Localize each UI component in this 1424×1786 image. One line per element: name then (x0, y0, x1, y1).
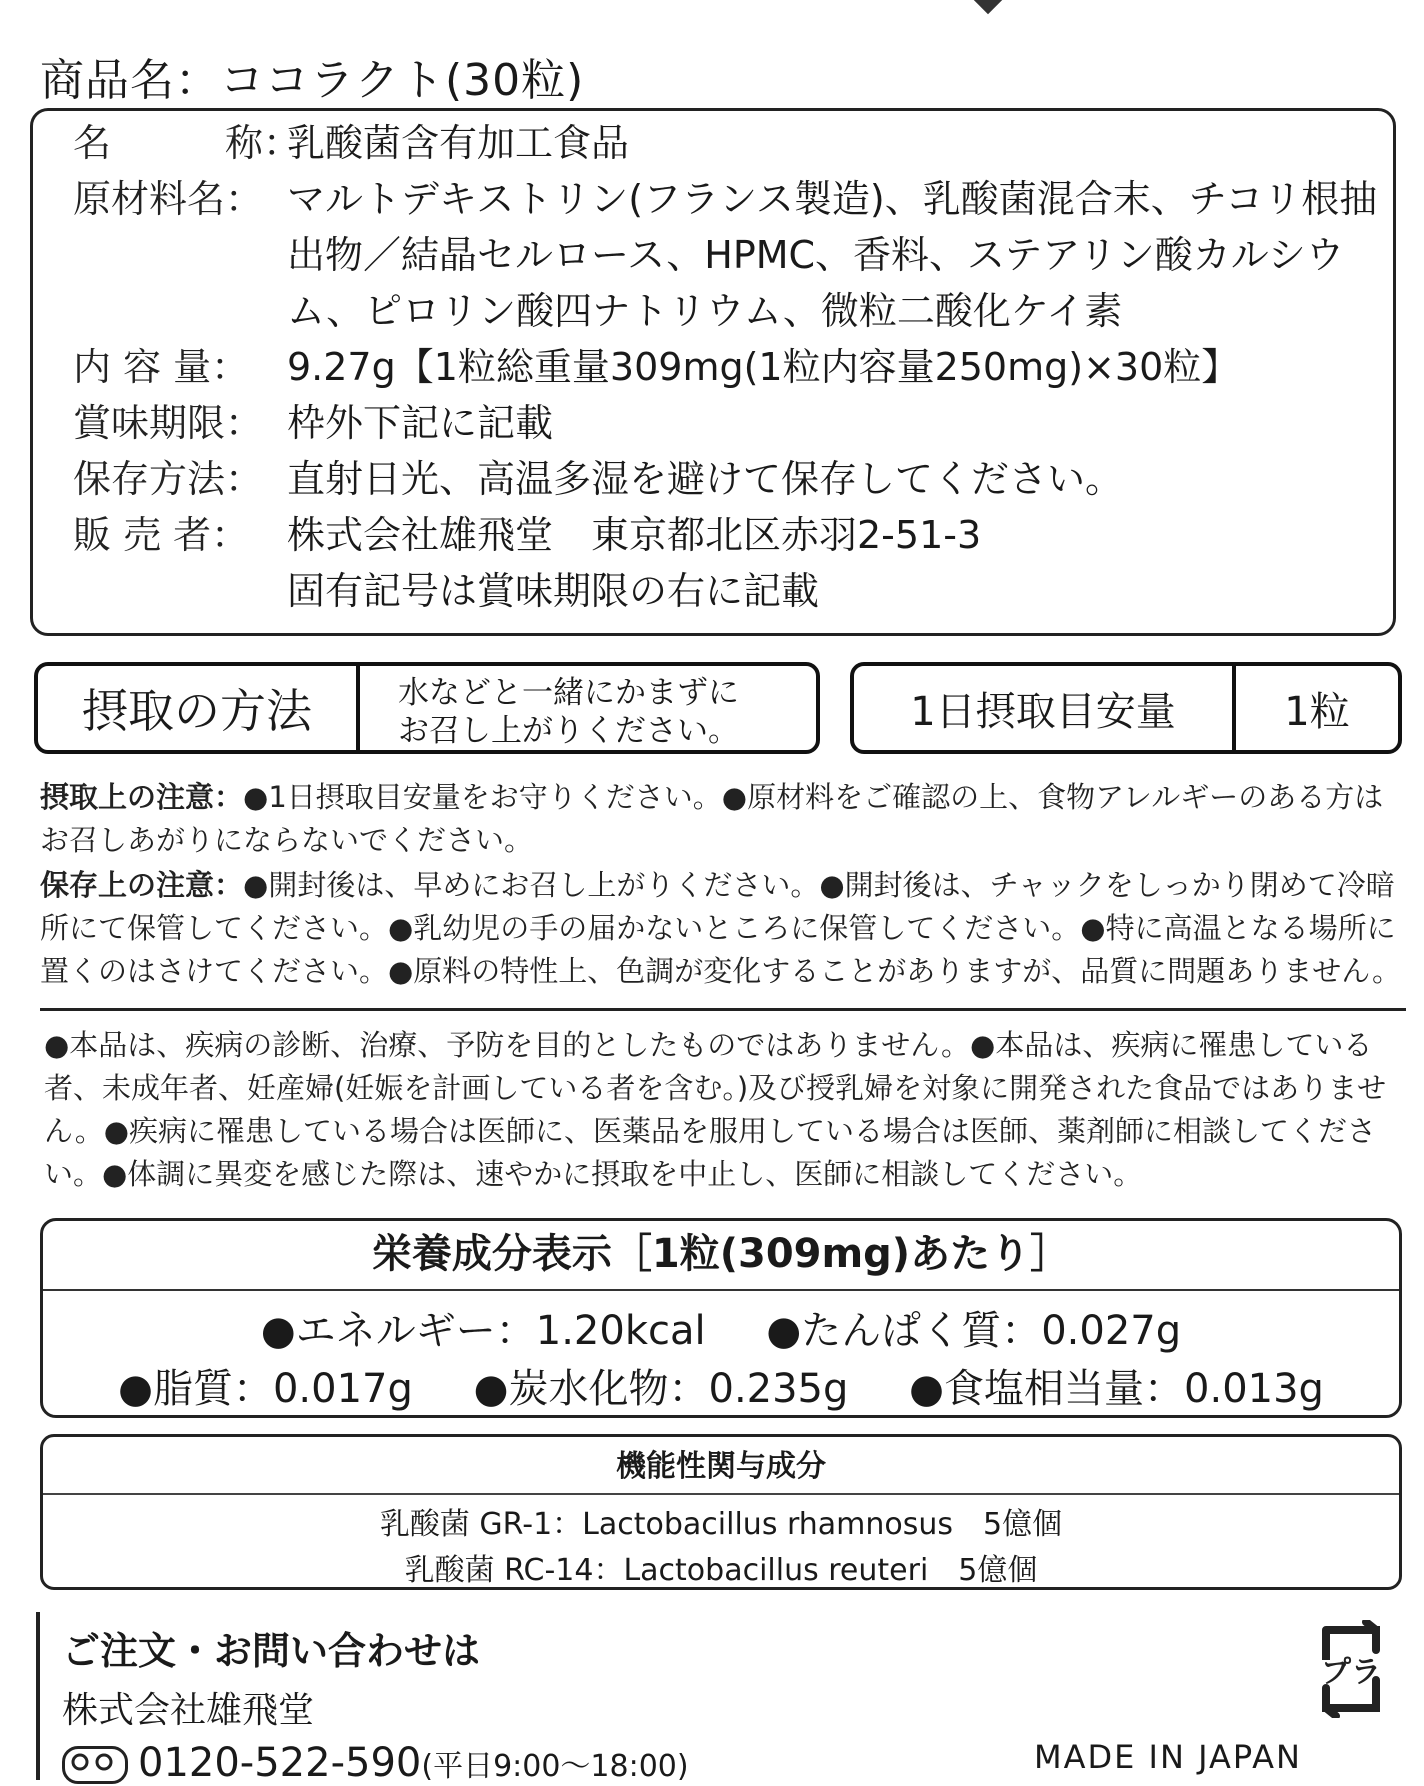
functional-ingredient-row: 乳酸菌 RC-14：Lactobacillus reuteri 5億個 (404, 1553, 1038, 1588)
storage-caution-heading: 保存上の注意： (40, 868, 244, 902)
order-contact-title: ご注文・お問い合わせは (62, 1629, 481, 1673)
intake-method-box (34, 662, 820, 754)
spec-row-seller (73, 507, 1397, 619)
order-divider (36, 1612, 40, 1780)
free-dial-icon (62, 1746, 128, 1784)
order-phone (62, 1740, 689, 1786)
intake-caution-text: ●1日摂取目安量をお守りください。●原材料をご確認の上、食物アレルギーのある方はお召しあがりにならないでください。 (40, 780, 1384, 857)
spec-label: 販 売 者： (73, 513, 250, 557)
order-company: 株式会社雄飛堂 (62, 1690, 315, 1731)
pura-recycle-icon (1306, 1620, 1396, 1718)
daily-amount-box (850, 662, 1402, 754)
nutrition-facts-box (40, 1218, 1402, 1418)
functional-ingredient-row: 乳酸菌 GR-1：Lactobacillus rhamnosus 5億個 (379, 1507, 1063, 1542)
intake-method-label: 摂取の方法 (38, 666, 360, 750)
spec-value: 直射日光、高温多湿を避けて保存してください。 (287, 457, 1124, 501)
spec-row-name (73, 115, 1397, 171)
nutrition-line-2 (43, 1357, 1399, 1414)
svg-text:プラ: プラ (1321, 1655, 1381, 1690)
spec-label: 保存方法： (73, 457, 264, 501)
spec-value: 枠外下記に記載 (287, 401, 554, 445)
spec-value: 乳酸菌含有加工食品 (287, 121, 630, 165)
daily-amount-label: 1日摂取目安量 (854, 666, 1236, 750)
storage-caution-text: ●開封後は、早めにお召し上がりください。●開封後は、チャックをしっかり閉めて冷暗所にて保管してください。●乳幼児の手の届かないところに保管してください。●特に高温となる場所に置くのはさけてください。●原料の特性上、色調が変化することがありますが、品質に問題ありません。 (40, 868, 1402, 988)
heart-decoration (965, 0, 1011, 22)
divider (40, 1008, 1406, 1011)
spec-value: マルトデキストリン(フランス製造)、乳酸菌混合末、チコリ根抽出物／結晶セルロース、HPMC、香料、ステアリン酸カルシウム、ピロリン酸四ナトリウム、微粒二酸化ケイ素 (287, 177, 1378, 333)
made-in-label: MADE IN JAPAN (1034, 1738, 1302, 1776)
spec-row-ingredients (73, 171, 1397, 339)
spec-label: 名 称： (73, 121, 302, 165)
nutrition-salt: ●食塩相当量：0.013g (909, 1366, 1324, 1412)
spec-value: 9.27g【1粒総重量309mg(1粒内容量250mg)×30粒】 (287, 345, 1240, 389)
intake-caution-heading: 摂取上の注意： (40, 780, 244, 814)
spec-row-storage (73, 451, 1397, 507)
spec-row-expiry (73, 395, 1397, 451)
nutrition-facts-title: 栄養成分表示［1粒(309mg)あたり］ (43, 1221, 1399, 1291)
nutrition-fat: ●脂質：0.017g (118, 1366, 413, 1412)
spec-label: 内 容 量： (73, 345, 250, 389)
product-title: 商品名：ココラクト(30粒) (40, 55, 585, 106)
nutrition-energy: ●エネルギー：1.20kcal (260, 1308, 706, 1354)
nutrition-protein: ●たんぱく質：0.027g (766, 1308, 1182, 1354)
intake-method-text: 水などと一緒にかまずに お召し上がりください。 (398, 675, 739, 749)
spec-table (30, 108, 1396, 636)
intake-caution (40, 776, 1410, 862)
storage-caution (40, 864, 1410, 993)
functional-ingredients-title: 機能性関与成分 (43, 1445, 1399, 1495)
general-caution: ●本品は、疾病の診断、治療、予防を目的としたものではありません。●本品は、疾病に罹患している者、未成年者、妊産婦(妊娠を計画している者を含む。)及び授乳婦を対象に開発された食品ではありません。●疾病に罹患している場合は医師に、医薬品を服用している場合は医師、薬剤師に相談してください。●体調に異変を感じた際は、速やかに摂取を中止し、医師に相談してください。 (44, 1028, 1387, 1191)
spec-label: 賞味期限： (73, 401, 264, 445)
functional-ingredients-box (40, 1434, 1402, 1590)
nutrition-line-1 (43, 1299, 1399, 1356)
daily-amount-value: 1粒 (1284, 688, 1350, 735)
phone-number: 0120-522-590 (138, 1740, 422, 1786)
spec-value: 株式会社雄飛堂 東京都北区赤羽2-51-3 固有記号は賞味期限の右に記載 (287, 513, 982, 613)
nutrition-carbohydrate: ●炭水化物：0.235g (473, 1366, 849, 1412)
phone-hours: (平日9:00～18:00) (421, 1749, 689, 1784)
spec-row-content (73, 339, 1397, 395)
spec-label: 原材料名： (73, 177, 264, 221)
